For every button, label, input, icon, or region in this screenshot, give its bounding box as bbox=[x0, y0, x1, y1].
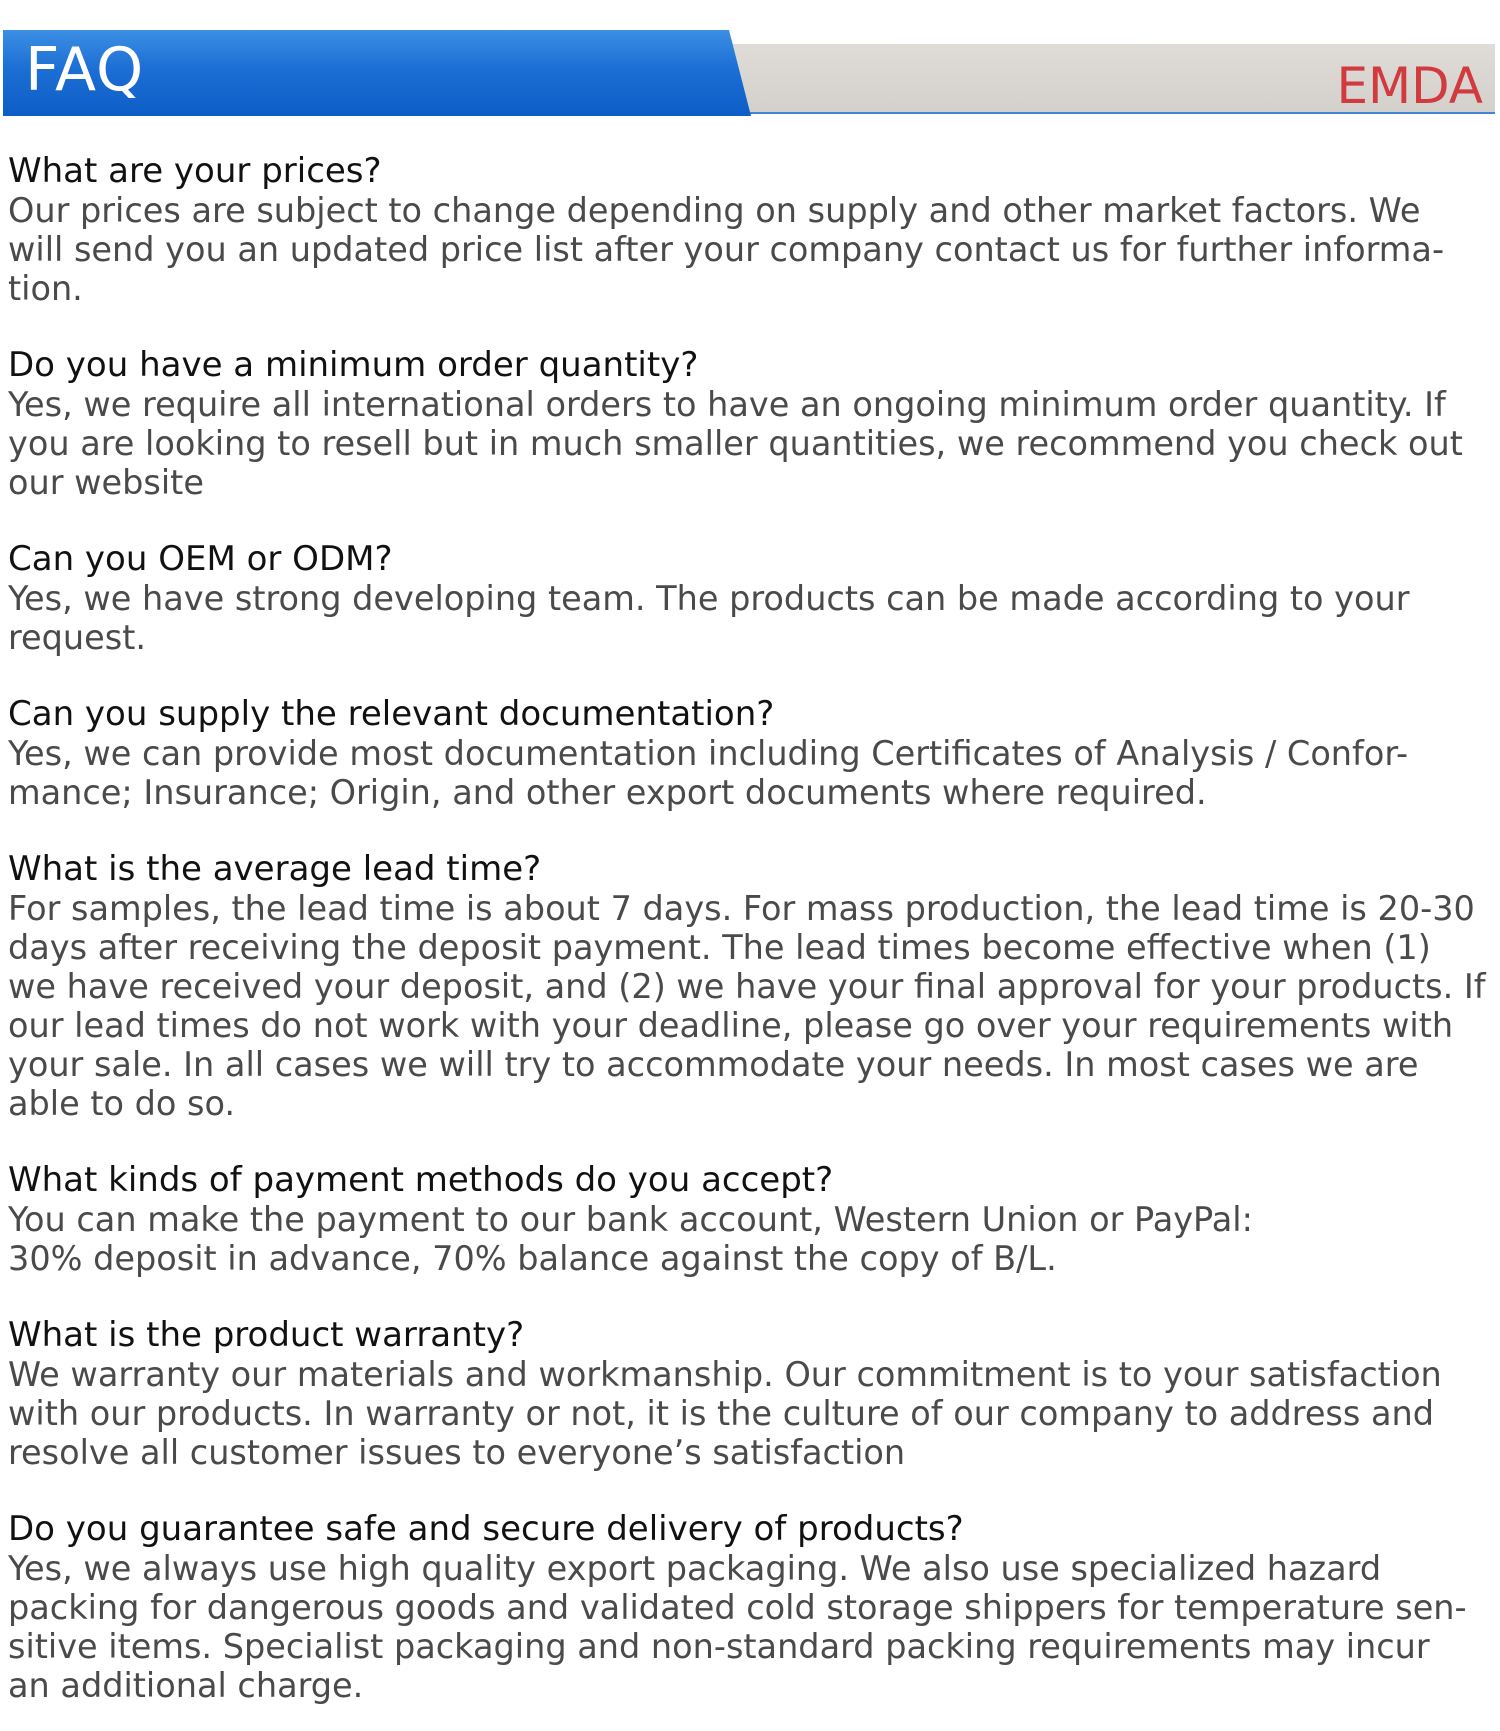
faq-answer: You can make the payment to our bank account, Western Union or PayPal: 30% deposit in advance, 70% balance against the copy of B/L. bbox=[8, 1200, 1253, 1278]
faq-answer: Yes, we can provide most documentation including Certificates of Analysis / Confor- mance; Insurance; Origin, and other export documents where required. bbox=[8, 734, 1409, 812]
faq-question: What kinds of payment methods do you accept? bbox=[8, 1160, 834, 1200]
faq-question: What are your prices? bbox=[8, 151, 382, 191]
faq-item bbox=[8, 1510, 1495, 1705]
faq-answer: For samples, the lead time is about 7 days. For mass production, the lead time is 20-30 days after receiving the deposit payment. The lead times become effective when (1) we have received your deposit, and (2) we have your final approval for your products. If our lead times do not work with your deadline, please go over your requirements with your sale. In all cases we will try to accommodate your needs. In most cases we are able to do so. bbox=[8, 889, 1486, 1123]
faq-answer: Yes, we require all international orders to have an ongoing minimum order quantity. If you are looking to resell but in much smaller quantities, we recommend you check out our website bbox=[8, 385, 1463, 502]
faq-answer: We warranty our materials and workmanship. Our commitment is to your satisfaction with our products. In warranty or not, it is the culture of our company to address and resolve all customer issues to everyone’s satisfaction bbox=[8, 1355, 1442, 1472]
faq-item bbox=[8, 152, 1495, 308]
faq-list bbox=[8, 152, 1495, 1705]
faq-answer: Our prices are subject to change depending on supply and other market factors. We will send you an updated price list after your company contact us for further informa- tion. bbox=[8, 191, 1445, 308]
faq-answer: Yes, we always use high quality export packaging. We also use specialized hazard packing for dangerous goods and validated cold storage shippers for temperature sen- sitive items. Specialist packaging and non-standard packing requirements may incur an additional charge. bbox=[8, 1549, 1467, 1705]
faq-question: Do you have a minimum order quantity? bbox=[8, 345, 699, 385]
faq-header bbox=[3, 30, 1495, 120]
brand-name: EMDA bbox=[1336, 57, 1483, 115]
faq-question: Do you guarantee safe and secure delivery of products? bbox=[8, 1509, 964, 1549]
faq-answer: Yes, we have strong developing team. The products can be made according to your request. bbox=[8, 579, 1410, 657]
page-title: FAQ bbox=[25, 35, 145, 105]
faq-question: What is the product warranty? bbox=[8, 1315, 525, 1355]
faq-item bbox=[8, 346, 1495, 502]
faq-item bbox=[8, 850, 1495, 1123]
faq-question: What is the average lead time? bbox=[8, 849, 542, 889]
faq-item bbox=[8, 1316, 1495, 1472]
faq-question: Can you supply the relevant documentation? bbox=[8, 694, 775, 734]
faq-item bbox=[8, 1161, 1495, 1278]
faq-question: Can you OEM or ODM? bbox=[8, 539, 393, 579]
faq-item bbox=[8, 695, 1495, 812]
faq-item bbox=[8, 540, 1495, 657]
